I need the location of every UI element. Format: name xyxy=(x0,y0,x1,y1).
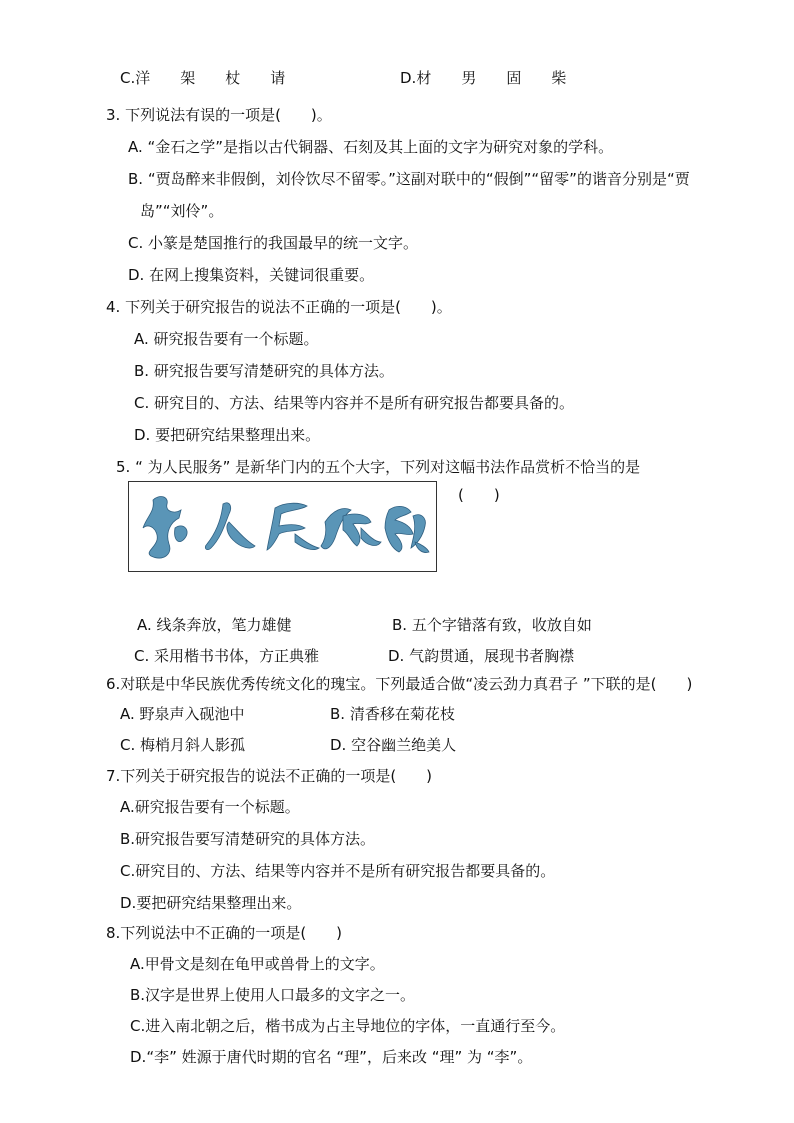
q8-option-b: B.汉字是世界上使用人口最多的文字之一。 xyxy=(130,986,416,1004)
q7-option-c: C.研究目的、方法、结果等内容并不是所有研究报告都要具备的。 xyxy=(120,862,556,880)
q5-option-c: C. 采用楷书书体，方正典雅 xyxy=(134,647,320,665)
q2-option-c: C.洋 架 杖 请 xyxy=(120,69,286,87)
q7-option-d: D.要把研究结果整理出来。 xyxy=(120,894,302,912)
q8-option-d: D.“李” 姓源于唐代时期的官名 “理”，后来改 “理” 为 “李”。 xyxy=(130,1048,533,1066)
calligraphy-image xyxy=(128,481,437,572)
q7-stem: 7.下列关于研究报告的说法不正确的一项是( ) xyxy=(106,767,433,785)
q6-stem: 6.对联是中华民族优秀传统文化的瑰宝。下列最适合做“凌云劲力真君子 ”下联的是( ) xyxy=(106,675,693,693)
q4-option-b: B. 研究报告要写清楚研究的具体方法。 xyxy=(134,362,394,380)
q4-option-a: A. 研究报告要有一个标题。 xyxy=(134,330,319,348)
q6-option-d: D. 空谷幽兰绝美人 xyxy=(330,736,457,754)
q3-option-d: D. 在网上搜集资料，关键词很重要。 xyxy=(128,266,375,284)
q7-option-a: A.研究报告要有一个标题。 xyxy=(120,798,300,816)
q7-option-b: B.研究报告要写清楚研究的具体方法。 xyxy=(120,830,376,848)
q4-option-c: C. 研究目的、方法、结果等内容并不是所有研究报告都要具备的。 xyxy=(134,394,575,412)
q4-option-d: D. 要把研究结果整理出来。 xyxy=(134,426,321,444)
q3-option-b-cont: 岛”“刘伶”。 xyxy=(140,202,224,220)
q8-option-c: C.进入南北朝之后，楷书成为占主导地位的字体，一直通行至今。 xyxy=(130,1017,566,1035)
q4-stem: 4. 下列关于研究报告的说法不正确的一项是( )。 xyxy=(106,298,452,316)
q5-option-a: A. 线条奔放，笔力雄健 xyxy=(137,616,292,634)
q5-stem: 5. “ 为人民服务” 是新华门内的五个大字，下列对这幅书法作品赏析不恰当的是 xyxy=(116,458,641,476)
q2-option-d: D.材 男 固 柴 xyxy=(400,69,567,87)
q5-answer-paren: ( ) xyxy=(458,486,500,504)
q3-option-c: C. 小篆是楚国推行的我国最早的统一文字。 xyxy=(128,234,419,252)
q3-option-b: B. “贾岛醉来非假倒，刘伶饮尽不留零。”这副对联中的“假倒”“留零”的谐音分别是“贾 xyxy=(128,170,690,188)
calligraphy-brush-strokes xyxy=(129,482,436,571)
q8-stem: 8.下列说法中不正确的一项是( ) xyxy=(106,924,343,942)
q6-option-c: C. 梅梢月斜人影孤 xyxy=(120,736,246,754)
q3-option-a: A. “金石之学”是指以古代铜器、石刻及其上面的文字为研究对象的学科。 xyxy=(128,138,614,156)
q8-option-a: A.甲骨文是刻在龟甲或兽骨上的文字。 xyxy=(130,955,385,973)
q6-option-b: B. 清香移在菊花枝 xyxy=(330,705,455,723)
q3-stem: 3. 下列说法有误的一项是( )。 xyxy=(106,106,332,124)
q6-option-a: A. 野泉声入砚池中 xyxy=(120,705,245,723)
q5-option-d: D. 气韵贯通，展现书者胸襟 xyxy=(388,647,575,665)
q5-option-b: B. 五个字错落有致，收放自如 xyxy=(392,616,592,634)
